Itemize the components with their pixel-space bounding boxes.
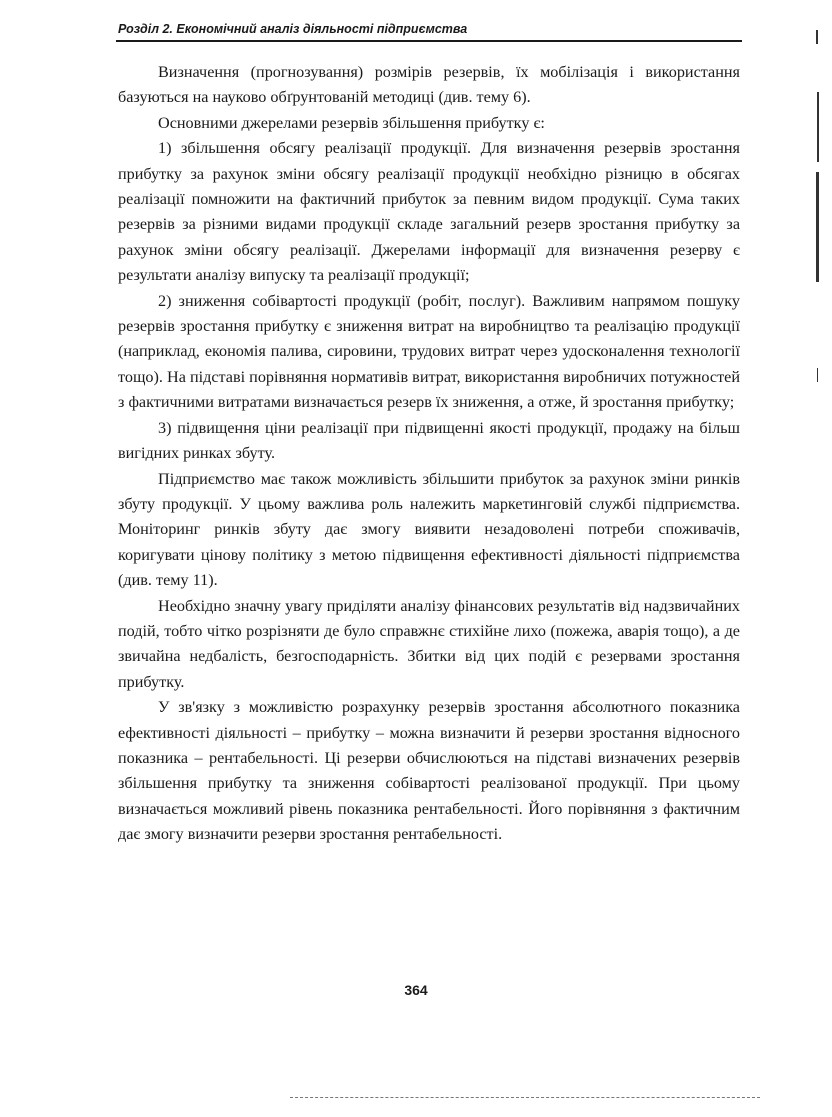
paragraph: У зв'язку з можливістю розрахунку резервів зростання абсолютного показника ефективності діяльності – прибутку – можна визначити й резерви зростання відносного показника – рентабельності. Ці резерви обчислюються на підставі визначених резервів збільшення прибутку та зниження собівартості реалізованої продукції. При цьому визначається можливий рівень показника рентабельності. Його порівняння з фактичним дає змогу визначити резерви зростання рентабельності. [118, 698, 740, 844]
page-number: 364 [404, 982, 428, 998]
paragraph: Визначення (прогнозування) розмірів резервів, їх мобілізація і використання базуються на науково обґрунтованій методиці (див. тему 6). [118, 63, 740, 107]
scan-edge-mark [817, 92, 819, 162]
scan-edge-mark [816, 30, 818, 44]
paragraph: Основними джерелами резервів збільшення прибутку є: [158, 113, 545, 132]
header-rule [116, 40, 742, 42]
scan-edge-mark [816, 172, 819, 282]
running-header: Розділ 2. Економічний аналіз діяльності підприємства [118, 22, 468, 36]
paragraph: 2) зниження собівартості продукції (робіт, послуг). Важливим напрямом пошуку резервів зростання прибутку є зниження витрат на виробництво та реалізацію продукції (наприклад, економія палива, сировини, трудових витрат через удосконалення технології тощо). На підставі порівняння нормативів витрат, використання виробничих потужностей з фактичними витратами визначається резерв їх зниження, а отже, й зростання прибутку; [118, 291, 740, 412]
paragraph: 3) підвищення ціни реалізації при підвищенні якості продукції, продажу на більш вигідних ринках збуту. [118, 418, 740, 463]
scan-edge-mark [817, 368, 818, 382]
body-text [118, 60, 740, 848]
footer-rule [290, 1097, 760, 1098]
paragraph: Підприємство має також можливість збільшити прибуток за рахунок зміни ринків збуту продукції. У цьому важлива роль належить маркетинговій службі підприємства. Моніторинг ринків збуту дає змогу виявити незадоволені потреби споживачів, коригувати цінову політику з метою підвищення ефективності діяльності підприємства (див. тему 11). [118, 469, 740, 590]
paragraph: Необхідно значну увагу приділяти аналізу фінансових результатів від надзвичайних подій, тобто чітко розрізняти де було справжнє стихійне лихо (пожежа, аварія тощо), а де звичайна недбалість, безгосподарність. Збитки від цих подій є резервами зростання прибутку. [118, 596, 740, 691]
paragraph: 1) збільшення обсягу реалізації продукції. Для визначення резервів зростання прибутку за рахунок зміни обсягу реалізації продукції необхідно різницю в обсягах реалізації помножити на фактичний прибуток за певним видом продукції. Сума таких резервів за різними видами продукції складе загальний резерв зростання прибутку за рахунок зміни обсягу реалізації. Джерелами інформації для визначення резерву є результати аналізу випуску та реалізації продукції; [118, 139, 740, 285]
